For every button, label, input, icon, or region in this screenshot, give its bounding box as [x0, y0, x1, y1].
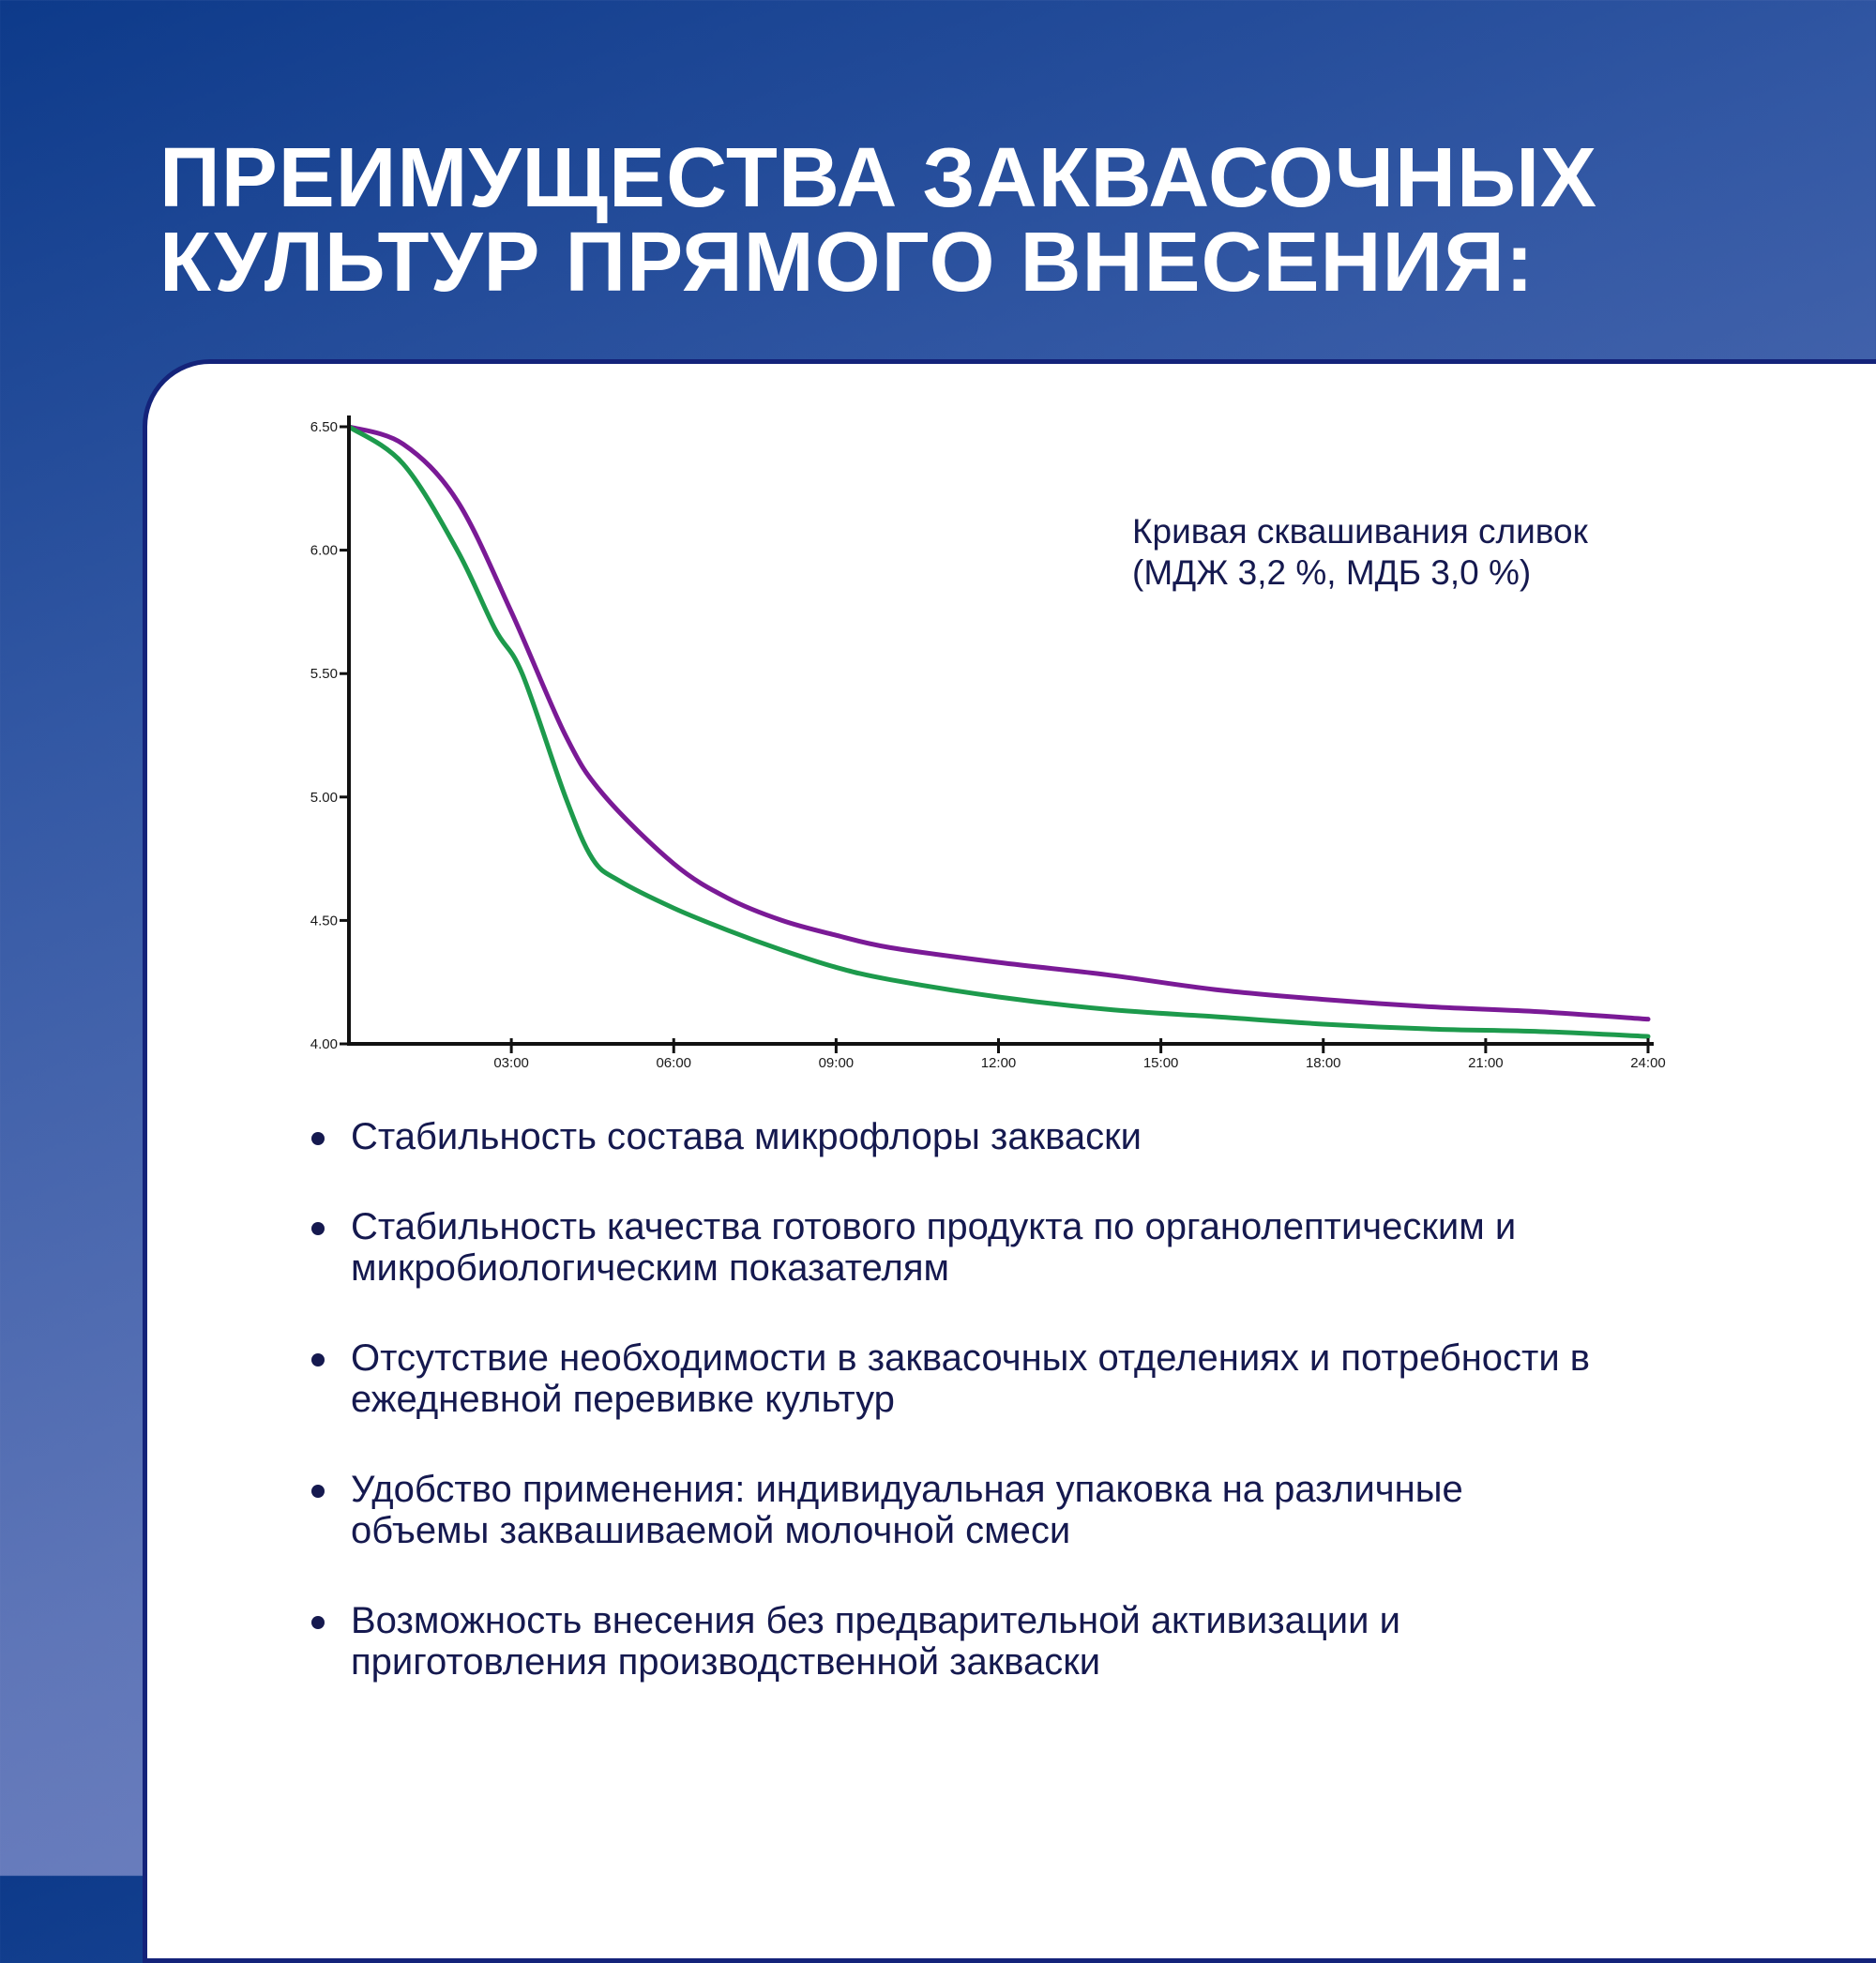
x-tick-label: 03:00	[493, 1055, 529, 1071]
x-tick-label: 24:00	[1630, 1055, 1666, 1071]
benefit-text-line-2: ежедневной перевивке культур	[351, 1379, 895, 1420]
bullet-icon	[311, 1485, 325, 1498]
benefit-item	[310, 1206, 1810, 1289]
y-tick-label: 5.50	[310, 666, 338, 683]
benefit-item	[310, 1469, 1810, 1551]
benefit-text-line-1: Стабильность качества готового продукта по органолептическим и	[351, 1206, 1517, 1247]
benefit-text-line-1: Отсутствие необходимости в заквасочных отделениях и потребности в	[351, 1337, 1591, 1379]
x-tick-label: 12:00	[980, 1055, 1017, 1071]
bullet-icon	[311, 1353, 325, 1367]
benefit-text-line-1: Удобство применения: индивидуальная упаковка на различные	[351, 1469, 1463, 1510]
y-tick-label: 6.50	[310, 419, 338, 435]
page-title-line-1: ПРЕИМУЩЕСТВА ЗАКВАСОЧНЫХ	[159, 131, 1598, 225]
y-tick-label: 4.50	[310, 913, 338, 929]
x-tick-label: 18:00	[1305, 1055, 1341, 1071]
x-tick-label: 09:00	[818, 1055, 855, 1071]
bullet-icon	[311, 1132, 325, 1145]
benefit-item	[310, 1600, 1810, 1683]
x-tick-label: 15:00	[1142, 1055, 1179, 1071]
benefits-list	[310, 1116, 1810, 1731]
benefit-item	[310, 1337, 1810, 1420]
page-title-line-2: КУЛЬТУР ПРЯМОГО ВНЕСЕНИЯ:	[159, 216, 1535, 310]
x-tick-label: 21:00	[1468, 1055, 1504, 1071]
x-tick-label: 06:00	[656, 1055, 692, 1071]
chart-caption-line-2: (МДЖ 3,2 %, МДБ 3,0 %)	[1132, 553, 1532, 592]
chart-caption	[1132, 511, 1588, 594]
benefit-text-line-2: объемы заквашиваемой молочной смеси	[351, 1510, 1071, 1551]
y-tick-label: 4.00	[310, 1036, 338, 1052]
bullet-icon	[311, 1616, 325, 1629]
bullet-icon	[311, 1222, 325, 1235]
benefit-item	[310, 1116, 1810, 1157]
y-tick-label: 6.00	[310, 542, 338, 559]
benefit-text-line-2: приготовления производственной закваски	[351, 1641, 1101, 1683]
benefit-text-line-1: Возможность внесения без предварительной активизации и	[351, 1600, 1400, 1641]
benefit-text-line-2: микробиологическим показателям	[351, 1247, 950, 1289]
chart-caption-line-1: Кривая сквашивания сливок	[1132, 512, 1588, 551]
y-tick-label: 5.00	[310, 789, 338, 806]
benefit-text-line-1: Стабильность состава микрофлоры закваски	[351, 1116, 1142, 1157]
